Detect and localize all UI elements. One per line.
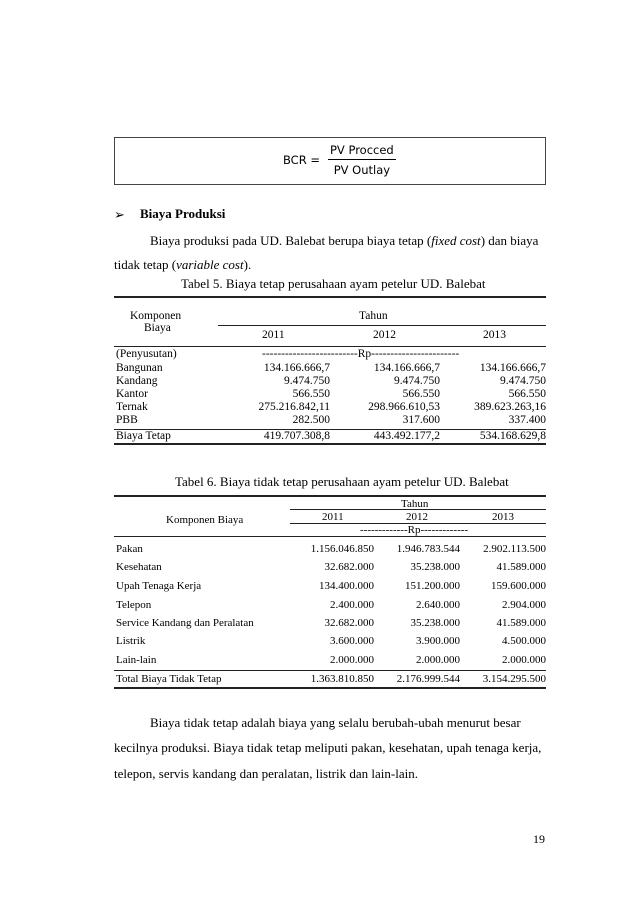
table6-total-cell: 3.154.295.500 — [482, 673, 546, 685]
table-rule — [114, 670, 546, 671]
table5-total-cell: 443.492.177,2 — [373, 430, 440, 442]
table6-cell: 151.200.000 — [405, 580, 460, 592]
table-rule — [114, 346, 546, 347]
table6-cell: 2.904.000 — [502, 599, 546, 611]
table5 — [114, 296, 546, 444]
table6-header-component: Komponen Biaya — [166, 514, 244, 526]
table5-cell: 134.166.666,7 — [373, 362, 440, 374]
table6-cell: 2.000.000 — [416, 654, 460, 666]
table6-row-label: Pakan — [116, 543, 143, 555]
table5-cell: 317.600 — [402, 414, 440, 426]
table5-cell: 566.550 — [508, 388, 546, 400]
table5-header-year: Tahun — [359, 310, 388, 322]
table6-row-label: Kesehatan — [116, 561, 162, 573]
paragraph-line: telepon, servis kandang dan peralatan, listrik dan lain-lain. — [114, 766, 418, 781]
table5-cell: 566.550 — [402, 388, 440, 400]
table5-total-cell: 419.707.308,8 — [263, 430, 330, 442]
table5-cell: 337.400 — [508, 414, 546, 426]
table6-year: 2013 — [492, 511, 514, 523]
table5-year: 2011 — [262, 329, 285, 341]
table5-cell: 9.474.750 — [284, 375, 330, 387]
paragraph-line: kecilnya produksi. Biaya tidak tetap meliputi pakan, kesehatan, upah tenaga kerja, — [114, 740, 542, 755]
table5-header-component: Biaya — [144, 322, 171, 334]
table6-year: 2011 — [322, 511, 344, 523]
table6-cell: 134.400.000 — [319, 580, 374, 592]
table5-row-label: PBB — [116, 414, 138, 426]
table6-row-label: Service Kandang dan Peralatan — [116, 617, 254, 629]
formula-denominator: PV Outlay — [333, 163, 391, 177]
table6-cell: 2.400.000 — [330, 599, 374, 611]
table6-cell: 4.500.000 — [502, 635, 546, 647]
table5-row-label: Kandang — [116, 375, 158, 387]
table6-cell: 2.640.000 — [416, 599, 460, 611]
table5-header-component: Komponen — [130, 310, 182, 322]
table6-total-cell: 2.176.999.544 — [396, 673, 460, 685]
table6-cell: 2.902.113.500 — [483, 543, 546, 555]
table6-cell: 35.238.000 — [410, 561, 460, 573]
table5-row-label: Bangunan — [116, 362, 163, 374]
formula-numerator: PV Procced — [328, 143, 396, 160]
table5-sub-label: (Penyusutan) — [116, 348, 177, 360]
table6-cell: 32.682.000 — [324, 561, 374, 573]
table6-cell: 1.946.783.544 — [396, 543, 460, 555]
table5-total-label: Biaya Tetap — [116, 430, 171, 442]
table5-cell: 298.966.610,53 — [368, 401, 440, 413]
table5-year: 2012 — [373, 329, 396, 341]
section-heading: Biaya Produksi — [140, 206, 226, 221]
table6-header-year: Tahun — [401, 498, 429, 510]
paragraph-line: tidak tetap (variable cost). — [114, 257, 252, 272]
table5-total-cell: 534.168.629,8 — [479, 430, 546, 442]
table5-cell: 566.550 — [292, 388, 330, 400]
table5-caption: Tabel 5. Biaya tetap perusahaan ayam petelur UD. Balebat — [181, 276, 486, 291]
bullet-arrow-icon: ➢ — [114, 207, 125, 222]
table6-caption: Tabel 6. Biaya tidak tetap perusahaan ayam petelur UD. Balebat — [175, 474, 509, 489]
table5-cell: 134.166.666,7 — [263, 362, 330, 374]
paragraph-line: Biaya tidak tetap adalah biaya yang selalu berubah-ubah menurut besar — [150, 715, 521, 730]
table6-unit-row: -------------Rp------------- — [360, 524, 469, 536]
table-rule — [114, 495, 546, 497]
table6-cell: 32.682.000 — [324, 617, 374, 629]
table6-cell: 2.000.000 — [330, 654, 374, 666]
table-rule — [114, 296, 546, 298]
table-rule — [114, 536, 546, 537]
table5-cell: 282.500 — [292, 414, 330, 426]
table6-total-cell: 1.363.810.850 — [310, 673, 374, 685]
table5-row-label: Kantor — [116, 388, 148, 400]
table6-cell: 3.600.000 — [330, 635, 374, 647]
paragraph-line: Biaya produksi pada UD. Balebat berupa biaya tetap (fixed cost) dan biaya — [150, 233, 539, 248]
table6-cell: 1.156.046.850 — [310, 543, 374, 555]
table6-cell: 41.589.000 — [496, 617, 546, 629]
table5-unit-row: -------------------------Rp----------------------- — [262, 348, 460, 360]
table5-year: 2013 — [483, 329, 506, 341]
table6-row-label: Lain-lain — [116, 654, 157, 666]
table6-row-label: Upah Tenaga Kerja — [116, 580, 202, 592]
table6-cell: 2.000.000 — [502, 654, 546, 666]
table6 — [114, 495, 546, 695]
formula-lhs: BCR = — [283, 153, 320, 167]
table-rule — [218, 325, 546, 326]
table6-total-label: Total Biaya Tidak Tetap — [116, 673, 222, 685]
bcr-formula — [283, 143, 396, 177]
table6-cell: 3.900.000 — [416, 635, 460, 647]
formula-fraction — [328, 143, 396, 177]
table5-cell: 134.166.666,7 — [479, 362, 546, 374]
table5-cell: 389.623.263,16 — [474, 401, 546, 413]
page-number: 19 — [533, 832, 545, 846]
table6-cell: 41.589.000 — [496, 561, 546, 573]
table5-cell: 275.216.842,11 — [258, 401, 330, 413]
table6-cell: 159.600.000 — [491, 580, 546, 592]
table-rule — [114, 687, 546, 689]
table6-row-label: Listrik — [116, 635, 146, 647]
table5-cell: 9.474.750 — [500, 375, 546, 387]
table5-row-label: Ternak — [116, 401, 148, 413]
table6-row-label: Telepon — [116, 599, 152, 611]
table6-cell: 35.238.000 — [410, 617, 460, 629]
table-rule — [114, 443, 546, 445]
table6-year: 2012 — [406, 511, 428, 523]
table5-cell: 9.474.750 — [394, 375, 440, 387]
